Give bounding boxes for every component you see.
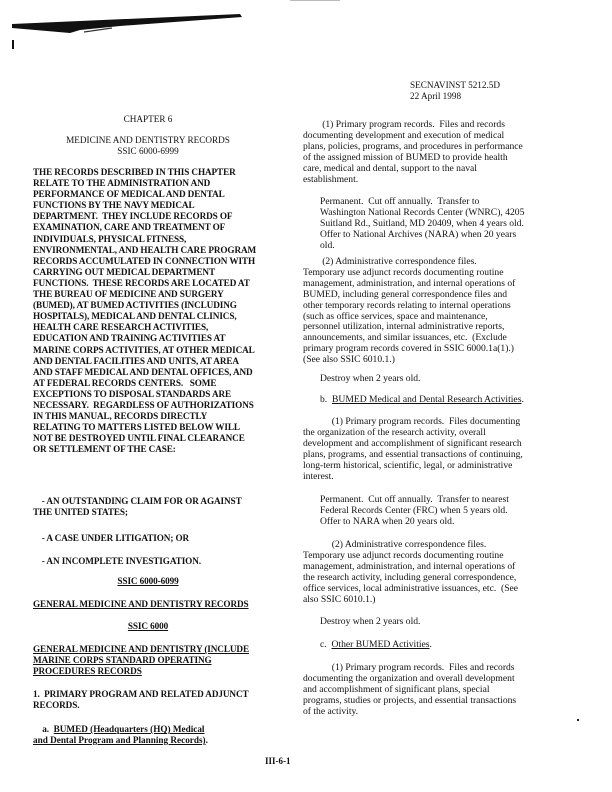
general-records-heading: GENERAL MEDICINE AND DENTISTRY RECORDS: [33, 599, 249, 609]
para-a2-disposition: Destroy when 2 years old.: [320, 373, 421, 384]
ssic-6000-heading: SSIC 6000: [127, 621, 169, 631]
para-a1-disposition: Permanent. Cut off annually. Transfer to Washington National Records Center (WNRC), 4205 Suitland Rd., Suitland, MD 20409, when 4 years old. Offer to National Archives (NARA) when 20 years old.: [320, 196, 525, 251]
item-a-title-1: BUMED (Headquarters (HQ) Medical: [53, 724, 205, 734]
scan-artifact-smear: [0, 0, 260, 60]
section-c-heading: [320, 639, 432, 650]
section-b-prefix: b.: [320, 394, 328, 405]
chapter-heading: CHAPTER 6: [123, 114, 173, 124]
exception-investigation: - AN INCOMPLETE INVESTIGATION.: [33, 556, 201, 566]
section-c-title: Other BUMED Activities: [331, 639, 430, 650]
exception-litigation: - A CASE UNDER LITIGATION; OR: [33, 533, 190, 543]
chapter-ssic-range: SSIC 6000-6999: [117, 146, 179, 156]
general-include-heading: GENERAL MEDICINE AND DENTISTRY (INCLUDE MARINE CORPS STANDARD OPERATING PROCEDURES RECORDS: [33, 644, 249, 676]
document-id: SECNAVINST 5212.5D: [410, 80, 501, 90]
intro-paragraph: THE RECORDS DESCRIBED IN THIS CHAPTER RELATE TO THE ADMINISTRATION AND PERFORMANCE OF MEDICAL AND DENTAL FUNCTIONS BY THE NAVY MEDICAL DEPARTMENT. THEY INCLUDE RECORDS OF EXAMINATION, CARE AND TREATMENT OF INDIVIDUALS, PHYSICAL FITNESS, ENVIRONMENTAL, AND HEALTH CARE PROGRAM RECORDS ACCUMULATED IN CONNECTION WITH CARRYING OUT MEDICAL DEPARTMENT FUNCTIONS. THESE RECORDS ARE LOCATED AT THE BUREAU OF MEDICINE AND SURGERY (BUMED), AT BUMED ACTIVITIES (INCLUDING HOSPITALS), MEDICAL AND DENTAL CLINICS, HEALTH CARE RESEARCH ACTIVITIES, EDUCATION AND TRAINING ACTIVITIES AT MARINE CORPS ACTIVITIES, AT OTHER MEDICAL AND DENTAL FACILITIES AND UNITS, AT AREA AND STAFF MEDICAL AND DENTAL OFFICES, AND AT FEDERAL RECORDS CENTERS. SOME EXCEPTIONS TO DISPOSAL STANDARDS ARE NECESSARY. REGARDLESS OF AUTHORIZATIONS IN THIS MANUAL, RECORDS DIRECTLY RELATING TO MATTERS LISTED BELOW WILL NOT BE DESTROYED UNTIL FINAL CLEARANCE OR SETTLEMENT OF THE CASE:: [33, 167, 257, 455]
section-c-prefix: c.: [320, 639, 327, 650]
exception-claim: - AN OUTSTANDING CLAIM FOR OR AGAINST THE UNITED STATES;: [33, 496, 242, 517]
section-b-end: .: [521, 394, 524, 405]
chapter-title: MEDICINE AND DENTISTRY RECORDS: [66, 135, 230, 145]
section-b-title: BUMED Medical and Dental Research Activities: [332, 394, 522, 405]
para-a2: (2) Administrative correspondence files. Temporary use adjunct records documenting routine management, administration, and internal operations of BUMED, including general correspondence files and other temporary records relating to internal operations (such as office services, space and maintenance, personnel utilization, internal administrative reports, announcements, and similar issuances, etc. (Exclude primary program records covered in SSIC 6000.1a(1).) (See also SSIC 6010.1.): [303, 256, 516, 366]
document-date: 22 April 1998: [410, 91, 462, 101]
para-b2-disposition: Destroy when 2 years old.: [320, 616, 421, 627]
para-a1: (1) Primary program records. Files and records documenting development and execution of medical plans, policies, programs, and procedures in performance of the assigned mission of BUMED to provide health care, medical and dental, support to the naval establishment.: [303, 119, 523, 185]
item-a-heading: [33, 724, 208, 746]
para-b1-disposition: Permanent. Cut off annually. Transfer to nearest Federal Records Center (FRC) when 5 years old. Offer to NARA when 20 years old.: [320, 494, 509, 527]
item-a-title-2: and Dental Program and Planning Records): [33, 735, 206, 745]
page-number: III-6-1: [265, 756, 291, 766]
section-b-heading: [320, 394, 524, 405]
item-a-end: .: [205, 735, 208, 745]
section-c-end: .: [429, 639, 432, 650]
para-b2: (2) Administrative correspondence files. Temporary use adjunct records documenting routine management, administration, and internal operations of the research activity, including general correspondence, office services, local administrative issuances, etc. (See also SSIC 6010.1.): [303, 539, 519, 605]
scan-dot: [577, 719, 579, 721]
item-1-heading: 1. PRIMARY PROGRAM AND RELATED ADJUNCT RECORDS.: [33, 689, 249, 710]
para-b1: (1) Primary program records. Files documenting the organization of the research activity, overall development and accomplishment of significant research plans, programs, and essential transactions of continuing, long-term historical, scientific, legal, or administrative interest.: [303, 416, 523, 482]
para-c1: (1) Primary program records. Files and records documenting the organization and overall development and accomplishment of significant plans, special programs, studies or projects, and essential transactions of the activity.: [303, 662, 517, 717]
item-a-prefix: a.: [42, 724, 50, 734]
ssic-6000-6099-heading: SSIC 6000-6099: [117, 576, 179, 586]
scan-artifact-top: [290, 0, 340, 1]
